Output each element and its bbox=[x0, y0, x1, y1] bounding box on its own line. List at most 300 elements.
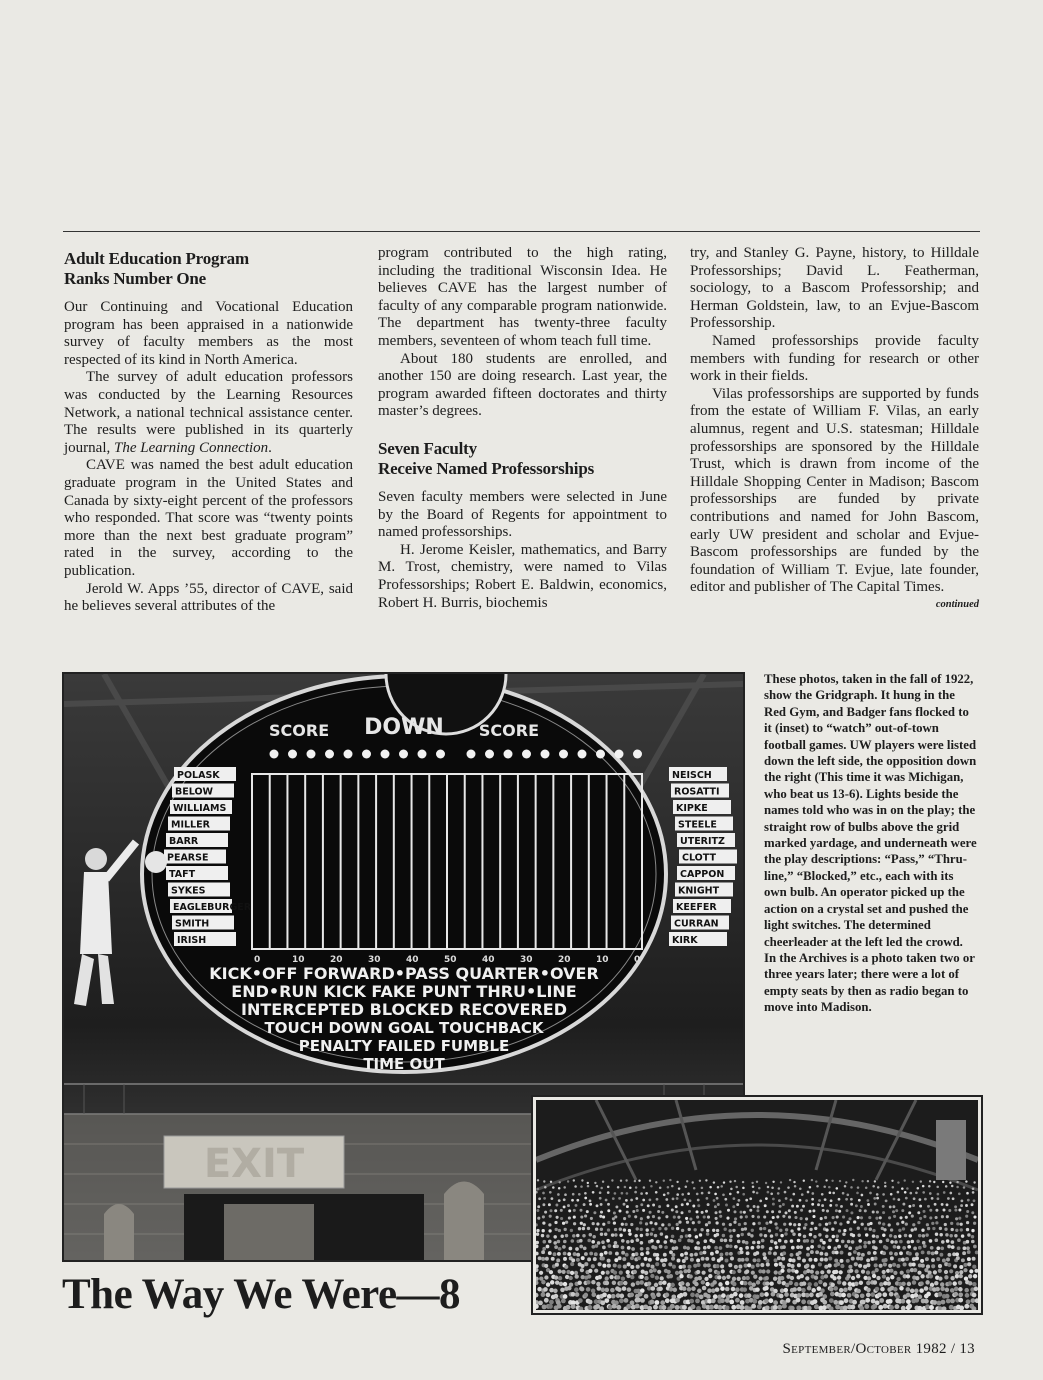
crowd-head bbox=[834, 1221, 837, 1224]
crowd-head bbox=[751, 1246, 755, 1250]
crowd-head bbox=[943, 1209, 946, 1212]
crowd-head bbox=[838, 1198, 841, 1201]
crowd-head bbox=[655, 1276, 659, 1280]
crowd-head bbox=[959, 1274, 963, 1278]
crowd-head bbox=[746, 1276, 750, 1280]
crowd-head bbox=[670, 1304, 675, 1309]
crowd-head bbox=[617, 1264, 621, 1268]
crowd-head bbox=[967, 1233, 970, 1236]
crowd-head bbox=[947, 1197, 950, 1200]
crowd-head bbox=[701, 1192, 704, 1195]
crowd-head bbox=[958, 1287, 963, 1292]
crowd-head bbox=[542, 1247, 546, 1251]
crowd-head bbox=[634, 1215, 637, 1218]
crowd-head bbox=[867, 1276, 871, 1280]
crowd-head bbox=[882, 1292, 887, 1297]
crowd-head bbox=[720, 1238, 724, 1242]
crowd-head bbox=[901, 1282, 905, 1286]
crowd-head bbox=[571, 1304, 576, 1309]
crowd-head bbox=[725, 1252, 729, 1256]
crowd-head bbox=[583, 1223, 586, 1226]
crowd-head bbox=[685, 1217, 688, 1220]
crowd-head bbox=[824, 1274, 828, 1278]
crowd-head bbox=[914, 1289, 919, 1294]
player-name-right: NEISCH bbox=[672, 770, 712, 781]
crowd-head bbox=[715, 1217, 718, 1220]
crowd-head bbox=[722, 1276, 726, 1280]
crowd-head bbox=[883, 1304, 888, 1309]
crowd-head bbox=[867, 1203, 870, 1206]
crowd-head bbox=[751, 1229, 754, 1232]
crowd-head bbox=[746, 1251, 750, 1255]
crowd-head bbox=[940, 1282, 944, 1286]
crowd-head bbox=[954, 1234, 957, 1237]
crowd-head bbox=[756, 1192, 759, 1195]
crowd-head bbox=[696, 1270, 700, 1274]
crowd-head bbox=[861, 1180, 863, 1182]
crowd-head bbox=[640, 1217, 643, 1220]
crowd-head bbox=[716, 1229, 719, 1232]
crowd-head bbox=[935, 1209, 938, 1212]
crowd-head bbox=[936, 1186, 939, 1189]
crowd-head bbox=[557, 1193, 560, 1196]
crowd-head bbox=[853, 1250, 857, 1254]
crowd-head bbox=[765, 1182, 767, 1184]
crowd-head bbox=[933, 1181, 935, 1183]
crowd-head bbox=[938, 1264, 942, 1268]
crowd-head bbox=[563, 1257, 567, 1261]
crowd-head bbox=[931, 1251, 935, 1255]
crowd-head bbox=[643, 1186, 646, 1189]
crowd-head bbox=[617, 1186, 620, 1189]
player-name-right: CURRAN bbox=[674, 918, 719, 930]
crowd-head bbox=[786, 1298, 791, 1303]
crowd-head bbox=[937, 1197, 940, 1200]
crowd-head bbox=[966, 1192, 969, 1195]
crowd-head bbox=[558, 1276, 562, 1280]
crowd-head bbox=[833, 1247, 837, 1251]
crowd-head bbox=[712, 1280, 716, 1284]
crowd-head bbox=[814, 1276, 818, 1280]
crowd-head bbox=[630, 1256, 634, 1260]
crowd-head bbox=[828, 1239, 832, 1243]
article2-paragraph-continued: try, and Stanley G. Payne, history, to Hilldale Professorships; David L. Featherman, sociology, to a Bascom Professorship; and Herman Goldstein, law, to an Evjue-Bascom Professorship. bbox=[690, 245, 979, 332]
crowd-head bbox=[704, 1239, 708, 1243]
crowd-head bbox=[636, 1238, 640, 1242]
crowd-head bbox=[546, 1234, 549, 1237]
crowd-head bbox=[759, 1200, 762, 1203]
crowd-head bbox=[905, 1222, 908, 1225]
crowd-head bbox=[801, 1288, 806, 1293]
crowd-head bbox=[635, 1197, 638, 1200]
crowd-head bbox=[788, 1216, 791, 1219]
yardage-bulb bbox=[485, 750, 494, 759]
crowd-head bbox=[811, 1179, 813, 1181]
crowd-head bbox=[805, 1264, 809, 1268]
crowd-head bbox=[729, 1235, 732, 1238]
crowd-head bbox=[653, 1268, 657, 1272]
crowd-head bbox=[892, 1263, 896, 1267]
crowd-head bbox=[912, 1223, 915, 1226]
crowd-head bbox=[562, 1222, 565, 1225]
crowd-head bbox=[890, 1275, 894, 1279]
crowd-head bbox=[607, 1191, 610, 1194]
crowd-head bbox=[822, 1241, 826, 1245]
crowd-head bbox=[586, 1287, 591, 1292]
player-name-right: KNIGHT bbox=[678, 885, 720, 897]
column-3 bbox=[690, 245, 979, 610]
article2-heading-line1: Seven Faculty bbox=[378, 438, 477, 458]
crowd-head bbox=[557, 1252, 561, 1256]
crowd-head bbox=[663, 1258, 667, 1262]
crowd-head bbox=[755, 1287, 760, 1292]
crowd-head bbox=[907, 1240, 911, 1244]
crowd-head bbox=[630, 1300, 635, 1305]
crowd-head bbox=[729, 1181, 731, 1183]
crowd-head bbox=[719, 1246, 723, 1250]
crowd-head bbox=[622, 1286, 627, 1291]
crowd-head bbox=[851, 1240, 855, 1244]
crowd-head bbox=[797, 1293, 802, 1298]
crowd-head bbox=[610, 1288, 615, 1293]
crowd-head bbox=[804, 1223, 807, 1226]
crowd-head bbox=[824, 1258, 828, 1262]
crowd-head bbox=[893, 1198, 896, 1201]
crowd-head bbox=[558, 1229, 561, 1232]
crowd-head bbox=[548, 1223, 551, 1226]
crowd-head bbox=[896, 1277, 900, 1281]
crowd-head bbox=[867, 1241, 871, 1245]
crowd-head bbox=[792, 1193, 795, 1196]
crowd-head bbox=[635, 1205, 638, 1208]
crowd-head bbox=[915, 1191, 918, 1194]
crowd-head bbox=[907, 1304, 912, 1309]
crowd-head bbox=[554, 1275, 558, 1279]
crowd-head bbox=[911, 1215, 914, 1218]
crowd-head bbox=[879, 1282, 883, 1286]
crowd-head bbox=[869, 1228, 872, 1231]
crowd-head bbox=[553, 1235, 556, 1238]
crowd-head bbox=[898, 1229, 901, 1232]
crowd-head bbox=[680, 1281, 684, 1285]
crowd-head bbox=[686, 1180, 688, 1182]
crowd-head bbox=[542, 1192, 545, 1195]
crowd-head bbox=[536, 1229, 539, 1232]
crowd-head bbox=[867, 1199, 870, 1202]
crowd-head bbox=[836, 1215, 839, 1218]
crowd-head bbox=[964, 1288, 969, 1293]
crowd-head bbox=[598, 1275, 602, 1279]
player-name-left: BARR bbox=[169, 836, 199, 847]
crowd-head bbox=[539, 1271, 543, 1275]
crowd-head bbox=[798, 1233, 801, 1236]
crowd-head bbox=[799, 1199, 802, 1202]
crowd-head bbox=[869, 1192, 872, 1195]
crowd-head bbox=[755, 1251, 759, 1255]
crowd-head bbox=[567, 1286, 572, 1291]
crowd-head bbox=[564, 1193, 567, 1196]
crowd-head bbox=[605, 1276, 609, 1280]
crowd-head bbox=[745, 1246, 749, 1250]
crowd-head bbox=[676, 1181, 678, 1183]
crowd-head bbox=[791, 1205, 794, 1208]
crowd-head bbox=[612, 1304, 617, 1309]
crowd-head bbox=[664, 1245, 668, 1249]
crowd-head bbox=[558, 1199, 561, 1202]
crowd-head bbox=[568, 1209, 571, 1212]
crowd-head bbox=[717, 1203, 720, 1206]
crowd-head bbox=[837, 1275, 841, 1279]
crowd-head bbox=[717, 1275, 721, 1279]
crowd-head bbox=[857, 1252, 861, 1256]
crowd-head bbox=[686, 1203, 689, 1206]
crowd-head bbox=[766, 1262, 770, 1266]
crowd-head bbox=[546, 1245, 550, 1249]
crowd-head bbox=[835, 1209, 838, 1212]
crowd-head bbox=[911, 1240, 915, 1244]
crowd-head bbox=[845, 1181, 847, 1183]
crowd-head bbox=[701, 1211, 704, 1214]
crowd-head bbox=[549, 1191, 552, 1194]
section-title: The Way We Were—8 bbox=[62, 1271, 461, 1318]
crowd-head bbox=[726, 1275, 730, 1279]
crowd-head bbox=[560, 1235, 563, 1238]
crowd-head bbox=[939, 1227, 942, 1230]
crowd-head bbox=[630, 1265, 634, 1269]
crowd-head bbox=[904, 1179, 906, 1181]
crowd-head bbox=[955, 1252, 959, 1256]
crowd-head bbox=[647, 1281, 651, 1285]
play-description-line: PENALTY FAILED FUMBLE bbox=[298, 1037, 510, 1055]
column-1 bbox=[64, 245, 353, 616]
crowd-head bbox=[584, 1262, 588, 1266]
crowd-head bbox=[751, 1304, 756, 1309]
crowd-head bbox=[825, 1228, 828, 1231]
crowd-head bbox=[874, 1180, 876, 1182]
crowd-head bbox=[726, 1244, 730, 1248]
crowd-head bbox=[640, 1192, 643, 1195]
yardage-bulb bbox=[344, 750, 353, 759]
crowd-head bbox=[743, 1281, 747, 1285]
crowd-head bbox=[687, 1287, 692, 1292]
play-description-line: KICK•OFF FORWARD•PASS QUARTER•OVER bbox=[209, 964, 599, 983]
yard-mark: 50 bbox=[444, 955, 457, 965]
crowd-head bbox=[952, 1197, 955, 1200]
crowd-head bbox=[591, 1280, 595, 1284]
crowd-head bbox=[887, 1281, 891, 1285]
crowd-head bbox=[599, 1215, 602, 1218]
crowd-head bbox=[684, 1252, 688, 1256]
crowd-head bbox=[757, 1241, 761, 1245]
crowd-head bbox=[860, 1205, 863, 1208]
crowd-head bbox=[901, 1299, 906, 1304]
crowd-head bbox=[811, 1222, 814, 1225]
crowd-head bbox=[915, 1256, 919, 1260]
crowd-head bbox=[626, 1304, 631, 1309]
crowd-head bbox=[920, 1180, 922, 1182]
crowd-head bbox=[765, 1259, 769, 1263]
crowd-head bbox=[747, 1293, 752, 1298]
crowd-head bbox=[553, 1252, 557, 1256]
player-name-right: UTERITZ bbox=[680, 836, 725, 847]
crowd-head bbox=[681, 1229, 684, 1232]
crowd-head bbox=[638, 1180, 640, 1182]
crowd-head bbox=[734, 1210, 737, 1213]
crowd-head bbox=[563, 1198, 566, 1201]
crowd-head bbox=[910, 1289, 915, 1294]
crowd-head bbox=[796, 1205, 799, 1208]
crowd-head bbox=[959, 1270, 963, 1274]
crowd-head bbox=[639, 1221, 642, 1224]
crowd-head bbox=[828, 1222, 831, 1225]
crowd-head bbox=[792, 1233, 795, 1236]
crowd-head bbox=[842, 1215, 845, 1218]
crowd-head bbox=[729, 1239, 733, 1243]
crowd-head bbox=[645, 1222, 648, 1225]
article1-paragraph: Our Continuing and Vocational Education program has been appraised in a nationwide survey of faculty members as the most respected of its kind in North America. bbox=[64, 299, 353, 368]
crowd-head bbox=[566, 1305, 571, 1310]
crowd-head bbox=[784, 1232, 787, 1235]
crowd-head bbox=[797, 1287, 802, 1292]
crowd-head bbox=[650, 1232, 653, 1235]
crowd-head bbox=[937, 1301, 942, 1306]
crowd-head bbox=[933, 1270, 937, 1274]
crowd-head bbox=[634, 1234, 637, 1237]
crowd-head bbox=[687, 1192, 690, 1195]
crowd-head bbox=[756, 1181, 758, 1183]
crowd-head bbox=[806, 1253, 810, 1257]
crowd-head bbox=[653, 1305, 658, 1310]
crowd-head bbox=[563, 1205, 566, 1208]
crowd-head bbox=[626, 1205, 629, 1208]
crowd-head bbox=[619, 1228, 622, 1231]
crowd-head bbox=[681, 1203, 684, 1206]
crowd-head bbox=[785, 1211, 788, 1214]
crowd-head bbox=[694, 1228, 697, 1231]
crowd-head bbox=[725, 1204, 728, 1207]
crowd-head bbox=[542, 1229, 545, 1232]
crowd-head bbox=[541, 1234, 544, 1237]
crowd-head bbox=[628, 1229, 631, 1232]
yard-mark: 20 bbox=[558, 955, 571, 965]
crowd-head bbox=[839, 1270, 843, 1274]
crowd-head bbox=[797, 1227, 800, 1230]
crowd-head bbox=[699, 1180, 701, 1182]
crowd-head bbox=[776, 1215, 779, 1218]
crowd-head bbox=[782, 1203, 785, 1206]
crowd-head bbox=[958, 1292, 963, 1297]
crowd-head bbox=[915, 1252, 919, 1256]
crowd-head bbox=[632, 1210, 635, 1213]
crowd-head bbox=[692, 1221, 695, 1224]
crowd-head bbox=[827, 1270, 831, 1274]
crowd-head bbox=[879, 1298, 884, 1303]
crowd-head bbox=[840, 1259, 844, 1263]
crowd-head bbox=[861, 1253, 865, 1257]
crowd-head bbox=[732, 1205, 735, 1208]
crowd-head bbox=[618, 1197, 621, 1200]
crowd-head bbox=[837, 1245, 841, 1249]
crowd-head bbox=[636, 1281, 640, 1285]
crowd-head bbox=[575, 1274, 579, 1278]
crowd-head bbox=[560, 1288, 565, 1293]
crowd-head bbox=[967, 1199, 970, 1202]
crowd-head bbox=[816, 1185, 819, 1188]
crowd-head bbox=[941, 1240, 945, 1244]
crowd-head bbox=[719, 1215, 722, 1218]
crowd-head bbox=[872, 1234, 875, 1237]
crowd-head bbox=[600, 1233, 603, 1236]
crowd-head bbox=[671, 1209, 674, 1212]
crowd-head bbox=[934, 1203, 937, 1206]
crowd-head bbox=[583, 1246, 587, 1250]
crowd-head bbox=[965, 1204, 968, 1207]
crowd-head bbox=[580, 1222, 583, 1225]
crowd-head bbox=[640, 1234, 643, 1237]
crowd-head bbox=[654, 1246, 658, 1250]
crowd-head bbox=[892, 1186, 895, 1189]
crowd-head bbox=[944, 1275, 948, 1279]
crowd-head bbox=[805, 1217, 808, 1220]
crowd-head bbox=[608, 1244, 612, 1248]
crowd-head bbox=[544, 1275, 548, 1279]
crowd-head bbox=[821, 1246, 825, 1250]
crowd-head bbox=[817, 1203, 820, 1206]
crowd-head bbox=[769, 1220, 772, 1223]
crowd-head bbox=[963, 1268, 967, 1272]
crowd-head bbox=[830, 1283, 834, 1287]
crowd-head bbox=[637, 1256, 641, 1260]
crowd-head bbox=[866, 1293, 871, 1298]
crowd-head bbox=[866, 1258, 870, 1262]
crowd-head bbox=[647, 1216, 650, 1219]
crowd-head bbox=[697, 1199, 700, 1202]
crowd-head bbox=[839, 1288, 844, 1293]
crowd-head bbox=[670, 1283, 674, 1287]
crowd-head bbox=[560, 1209, 563, 1212]
crowd-head bbox=[861, 1300, 866, 1305]
crowd-head bbox=[619, 1281, 623, 1285]
crowd-head bbox=[707, 1245, 711, 1249]
crowd-head bbox=[688, 1210, 691, 1213]
crowd-head bbox=[751, 1265, 755, 1269]
crowd-head bbox=[626, 1192, 629, 1195]
crowd-head bbox=[734, 1245, 738, 1249]
crowd-head bbox=[864, 1304, 869, 1309]
crowd-head bbox=[825, 1179, 827, 1181]
crowd-head bbox=[859, 1281, 863, 1285]
crowd-head bbox=[825, 1223, 828, 1226]
crowd-head bbox=[885, 1246, 889, 1250]
crowd-head bbox=[770, 1234, 773, 1237]
crowd-head bbox=[563, 1186, 566, 1189]
crowd-head bbox=[719, 1210, 722, 1213]
crowd-head bbox=[784, 1240, 788, 1244]
article1-paragraph: About 180 students are enrolled, and another 150 are doing research. Last year, the program awarded fifteen doctorates and thirty master’s degrees. bbox=[378, 350, 667, 420]
crowd-head bbox=[917, 1221, 920, 1224]
crowd-head bbox=[815, 1250, 819, 1254]
crowd-head bbox=[767, 1191, 770, 1194]
crowd-head bbox=[614, 1258, 618, 1262]
crowd-head bbox=[810, 1270, 814, 1274]
crowd-head bbox=[581, 1256, 585, 1260]
crowd-head bbox=[799, 1245, 803, 1249]
crowd-head bbox=[697, 1289, 702, 1294]
crowd-head bbox=[673, 1216, 676, 1219]
crowd-head bbox=[591, 1264, 595, 1268]
crowd-head bbox=[589, 1252, 593, 1256]
crowd-head bbox=[696, 1216, 699, 1219]
